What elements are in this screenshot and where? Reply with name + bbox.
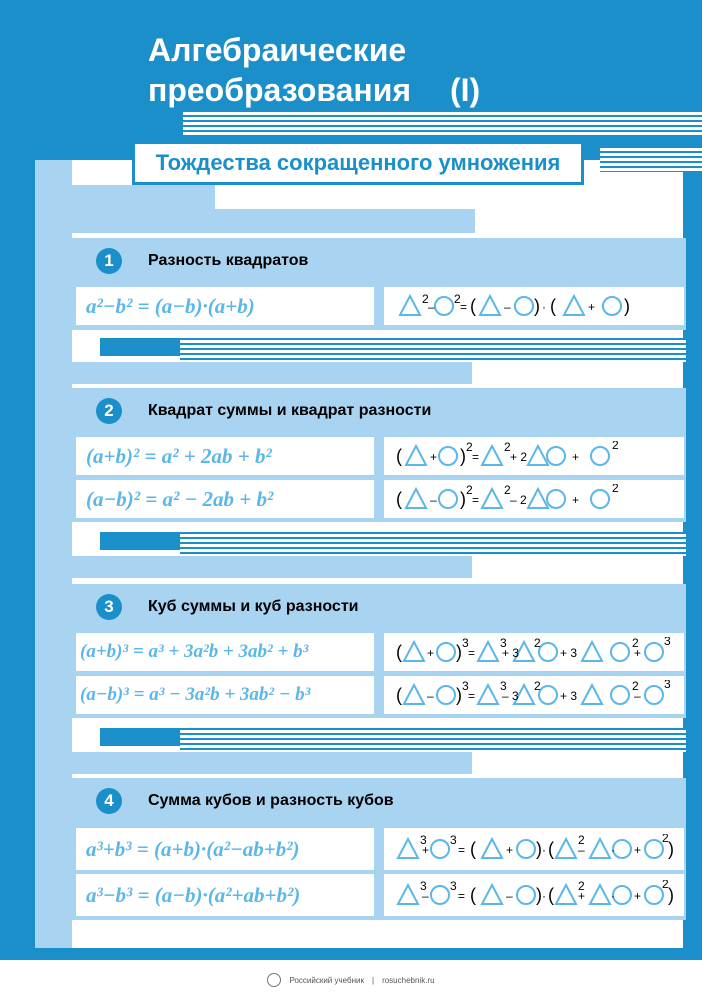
template-cell	[384, 828, 684, 870]
svg-text:+: +	[430, 450, 438, 464]
section-title: Разность квадратов	[148, 252, 309, 269]
svg-text:·: ·	[542, 843, 546, 857]
svg-text:–: –	[634, 689, 641, 703]
svg-text:(: (	[548, 885, 554, 905]
svg-text:+: +	[427, 646, 435, 660]
svg-text:·: ·	[542, 889, 546, 903]
section-number: 2	[96, 398, 122, 424]
svg-text:2: 2	[578, 880, 585, 893]
svg-text:3: 3	[664, 637, 671, 648]
left-light-strip	[35, 160, 72, 948]
svg-text:=: =	[472, 493, 480, 507]
svg-text:(: (	[396, 642, 402, 662]
svg-text:+ 3: + 3	[560, 646, 578, 660]
svg-text:2: 2	[612, 441, 619, 452]
subtitle-box	[132, 141, 584, 185]
svg-text:–: –	[422, 889, 429, 903]
formula-cell: (a−b)² = a² − 2ab + b²	[76, 480, 374, 518]
svg-text:– 3: – 3	[502, 689, 519, 703]
svg-text:=: =	[468, 689, 476, 703]
template-cell	[384, 287, 684, 325]
svg-text:2: 2	[632, 680, 639, 693]
svg-text:·: ·	[542, 300, 546, 314]
template-cell	[384, 676, 684, 714]
svg-text:(: (	[470, 296, 476, 316]
publisher-logo-icon	[267, 973, 281, 987]
svg-text:=: =	[458, 889, 466, 903]
svg-text:+: +	[572, 450, 580, 464]
svg-text:2: 2	[534, 637, 541, 650]
svg-text:3: 3	[500, 680, 507, 693]
section-title: Сумма кубов и разность кубов	[148, 792, 394, 809]
svg-text:2: 2	[662, 880, 669, 891]
svg-text:): )	[668, 839, 674, 859]
section-1-spacer	[72, 362, 472, 384]
section-3-header	[72, 584, 686, 630]
section-number: 4	[96, 788, 122, 814]
svg-text:): )	[456, 642, 462, 662]
svg-text:=: =	[458, 843, 466, 857]
section-1-rows	[72, 284, 686, 330]
section-1-stripes	[180, 338, 686, 362]
svg-text:): )	[536, 885, 542, 905]
svg-text:(: (	[396, 489, 402, 509]
section-number: 1	[96, 248, 122, 274]
svg-text:2: 2	[612, 484, 619, 495]
svg-text:+: +	[588, 300, 596, 314]
svg-text:(: (	[550, 296, 556, 316]
stripe-decor-right	[600, 146, 702, 172]
svg-text:(: (	[470, 885, 476, 905]
section-title: Куб суммы и куб разности	[148, 598, 359, 615]
svg-text:+ 3: + 3	[502, 646, 520, 660]
page-title-roman: (I)	[449, 72, 481, 108]
shape-template	[396, 680, 671, 710]
section-3-spacer	[72, 752, 472, 774]
section-2-rows	[72, 434, 686, 522]
svg-text:3: 3	[664, 680, 671, 691]
svg-text:2: 2	[504, 484, 511, 497]
svg-text:–: –	[428, 300, 435, 314]
section-4-header	[72, 778, 686, 824]
svg-text:): )	[456, 685, 462, 705]
svg-text:3: 3	[450, 880, 457, 893]
subtitle: Тождества сокращенного умножения	[155, 150, 561, 175]
svg-text:3: 3	[462, 637, 469, 650]
svg-text:): )	[460, 489, 466, 509]
svg-text:): )	[534, 296, 540, 316]
svg-text:): )	[668, 885, 674, 905]
svg-text:+: +	[506, 843, 514, 857]
shape-template	[396, 291, 636, 321]
svg-text:=: =	[460, 300, 468, 314]
footer-site: rosuchebnik.ru	[382, 975, 435, 985]
section-3-rows	[72, 630, 686, 718]
svg-text:3: 3	[450, 834, 457, 847]
svg-text:=: =	[468, 646, 476, 660]
formula-cell: (a−b)³ = a³ − 3a²b + 3ab² − b³	[76, 676, 374, 714]
svg-text:): )	[536, 839, 542, 859]
light-block-a	[35, 185, 215, 209]
shape-template	[396, 441, 626, 471]
footer: Российский учебник | rosuchebnik.ru	[0, 968, 702, 992]
svg-text:·: ·	[611, 889, 615, 903]
section-4-rows	[72, 824, 686, 920]
svg-text:– 2: – 2	[510, 493, 527, 507]
section-2-stripes	[180, 532, 686, 556]
svg-text:+: +	[634, 646, 642, 660]
svg-text:+: +	[634, 889, 642, 903]
svg-text:2: 2	[578, 834, 585, 847]
svg-text:2: 2	[466, 484, 473, 497]
shape-template	[396, 834, 676, 864]
section-2-bar	[100, 532, 180, 550]
svg-text:+ 2: + 2	[510, 450, 528, 464]
svg-text:3: 3	[462, 680, 469, 693]
svg-text:+: +	[422, 843, 430, 857]
formula-cell: (a+b)³ = a³ + 3a²b + 3ab² + b³	[76, 633, 374, 671]
stripe-decor-top	[183, 110, 702, 136]
shape-template	[396, 637, 671, 667]
light-block-b	[35, 209, 475, 233]
svg-text:(: (	[548, 839, 554, 859]
shape-template	[396, 484, 626, 514]
svg-text:·: ·	[611, 843, 615, 857]
svg-text:2: 2	[504, 441, 511, 454]
svg-text:=: =	[472, 450, 480, 464]
svg-text:2: 2	[466, 441, 473, 454]
formula-cell: a³+b³ = (a+b)·(a²−ab+b²)	[76, 828, 374, 870]
svg-text:(: (	[396, 685, 402, 705]
section-1-bar	[100, 338, 180, 356]
section-1-header	[72, 238, 686, 284]
formula-cell: a²−b² = (a−b)·(a+b)	[76, 287, 374, 325]
section-2-header	[72, 388, 686, 434]
svg-text:–: –	[430, 493, 437, 507]
svg-text:+: +	[578, 889, 586, 903]
svg-text:2: 2	[534, 680, 541, 693]
template-cell	[384, 633, 684, 671]
template-cell	[384, 437, 684, 475]
svg-text:3: 3	[420, 834, 427, 847]
svg-text:(: (	[396, 446, 402, 466]
svg-text:): )	[460, 446, 466, 466]
formula-cell: (a+b)² = a² + 2ab + b²	[76, 437, 374, 475]
template-cell	[384, 480, 684, 518]
svg-text:2: 2	[454, 292, 461, 306]
section-2-spacer	[72, 556, 472, 578]
section-3-stripes	[180, 728, 686, 752]
shape-template	[396, 880, 676, 910]
svg-text:+: +	[634, 843, 642, 857]
page-title-line1: Алгебраические	[148, 32, 407, 68]
svg-text:(: (	[470, 839, 476, 859]
page-title-line2: преобразования	[148, 72, 412, 108]
svg-text:2: 2	[422, 292, 429, 306]
svg-text:+ 3: + 3	[560, 689, 578, 703]
page-title-line2-wrap	[148, 70, 480, 110]
section-3-bar	[100, 728, 180, 746]
svg-text:–: –	[427, 689, 434, 703]
section-number: 3	[96, 594, 122, 620]
footer-brand: Российский учебник	[289, 975, 364, 985]
template-cell	[384, 874, 684, 916]
svg-text:2: 2	[632, 637, 639, 650]
svg-text:3: 3	[420, 880, 427, 893]
svg-text:–: –	[504, 300, 511, 314]
section-title: Квадрат суммы и квадрат разности	[148, 402, 432, 419]
svg-text:3: 3	[500, 637, 507, 650]
svg-text:): )	[624, 296, 630, 316]
formula-cell: a³−b³ = (a−b)·(a²+ab+b²)	[76, 874, 374, 916]
svg-text:–: –	[506, 889, 513, 903]
svg-text:–: –	[578, 843, 585, 857]
svg-text:+: +	[572, 493, 580, 507]
svg-text:2: 2	[662, 834, 669, 845]
